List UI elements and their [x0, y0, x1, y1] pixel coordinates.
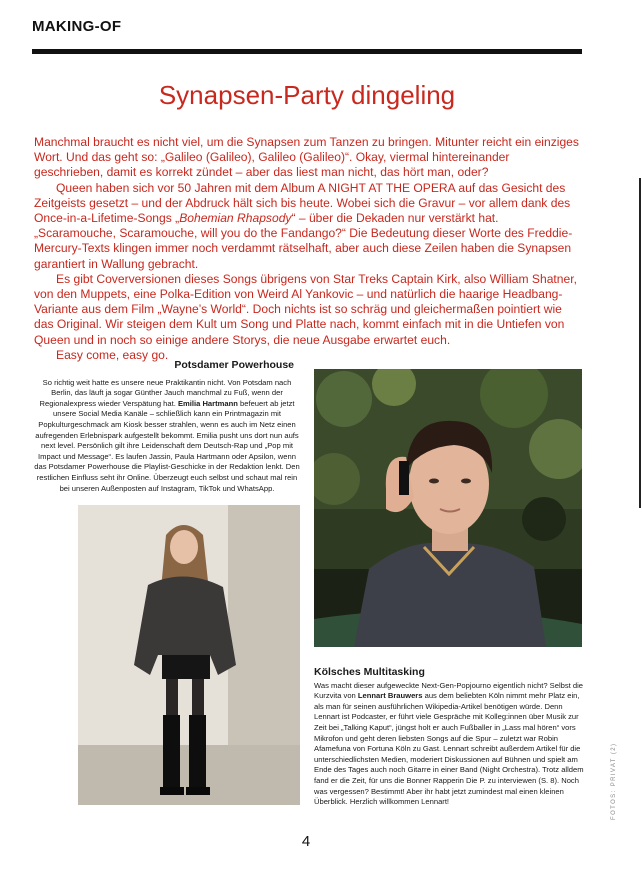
koeln-column — [314, 667, 586, 808]
photo-emilia — [78, 505, 300, 805]
header-rule — [32, 49, 582, 54]
intro-text — [34, 135, 582, 363]
headline: Synapsen-Party dingeling — [158, 80, 456, 110]
page-number: 4 — [301, 833, 311, 850]
photo-credit: FOTOS: PRIVAT (2) — [611, 742, 617, 820]
page-edge-marker — [639, 178, 641, 508]
section-label: MAKING-OF — [32, 18, 122, 35]
koeln-heading: Kölsches Multitasking — [314, 666, 425, 678]
photo-lennart — [314, 369, 582, 647]
potsdam-body: So richtig weit hatte es unsere neue Praktikantin nicht. Von Potsdam nach Berlin, das läuft ja sogar Günther Jauch manchmal zu Fuß, wenn der Regionalexpress wieder Verspätung hat. Emilia Hartmann befeuert ab jetzt unsere Social Media Kanäle – schließlich kann ein Printmagazin mit Popkulturgeschmack am Kiosk besser strahlen, wenn es auch im Netz einen aufregenden Erlebnispark aufgestellt bekommt. Emilia pusht uns dort nun aufs next level. Persönlich gilt ihre Leidenschaft dem Deutsch-Rap und „Pop mit Impact und Message“. Es laufen Jassin, Paula Hartmann oder Apsilon, wenn das Potsdamer Powerhouse die Playlist-Geschicke in der Redaktion lenkt. Den restlichen Einfluss seht ihr Online. Überzeugt euch selbst und schaut mal rein bei unseren Außenposten auf Instagram, TikTok und WhatsApp. — [34, 377, 300, 493]
intro-paragraph-3: Es gibt Coverversionen dieses Songs übrigens von Star Treks Captain Kirk, also William Shatner, von den Muppets, eine Polka-Edition von Weird Al Yankovic – und natürlich die haarige Headbang-Variante aus dem Film „Wayne’s World“. Doch nichts ist so schräg und gleichermaßen pointiert wie das Original. Wir steigen dem Kult um Song und Platte nach, kommt einfach mit in die Untiefen von Queen und in noch so einige andere Storys, die neue Ausgabe erwartet euch. — [34, 271, 577, 347]
potsdam-column — [34, 360, 300, 494]
intro-paragraph-2: Queen haben sich vor 50 Jahren mit dem Album A NIGHT AT THE OPERA auf das Gesicht des Zeitgeists gesetzt – und der Abdruck hält sich bis heute. Wobei sich die Gravur – vor allem dank des Once-in-a-Lifetime-Songs „Bohemian Rhapsody“ – über die Dekaden nur verstärkt hat. „Scaramouche, Scaramouche, will you do the Fandango?“ Die Bedeutung dieser Worte des Freddie-Mercury-Texts klingen immer noch verdammt rätselhaft, aber auch diese Zeilen haben die Synapsen garantiert in Wallung gebracht. — [34, 180, 573, 271]
intro-paragraph-4: Easy come, easy go. — [56, 347, 169, 362]
potsdam-heading: Potsdamer Powerhouse — [174, 359, 294, 371]
intro-paragraph-1: Manchmal braucht es nicht viel, um die Synapsen zum Tanzen zu bringen. Mitunter reicht ein einziges Wort. Und das geht so: „Galileo (Galileo), Galileo (Galileo)“. Okay, viermal hintereinander geschrieben, damit es korrekt zündet – aber das liest man nicht, das hört man, oder? — [34, 135, 579, 180]
koeln-body: Was macht dieser aufgeweckte Next-Gen-Popjourno eigentlich nicht? Selbst die Kurzvita von Lennart Brauwers aus dem beliebten Köln nimmt mehr Platz ein, als man für seinen ausführlichen Wikipedia-Artikel benötigen würde. Denn Lennart ist Podcaster, er führt viele Gespräche mit Kolleg:innen über Musik zur Zeit bei „Talking Kaput“, jüngst holt er auch Fußballer in „Lass mal hören“ vors Mikrofon und geht deren liebsten Songs auf die Spur – zuletzt war Robin Afamefuna von Fortuna Köln zu Gast. Lennart schreibt außerdem Artikel für die unterschiedlichsten Medien, moderiert Diskussionen auf Bühnen und spielt am Ende des Tages auch noch Gitarre in einer Band (Night Orchestra). Trotz alldem fand er die Zeit, für uns die Bonner Rapperin Die P. zu interviewen (S. 8). Noch was vergessen? Bestimmt! Aber ihr habt jetzt zumindest mal einen kleinen Überblick. Herzlich willkommen Lennart! — [314, 680, 584, 807]
